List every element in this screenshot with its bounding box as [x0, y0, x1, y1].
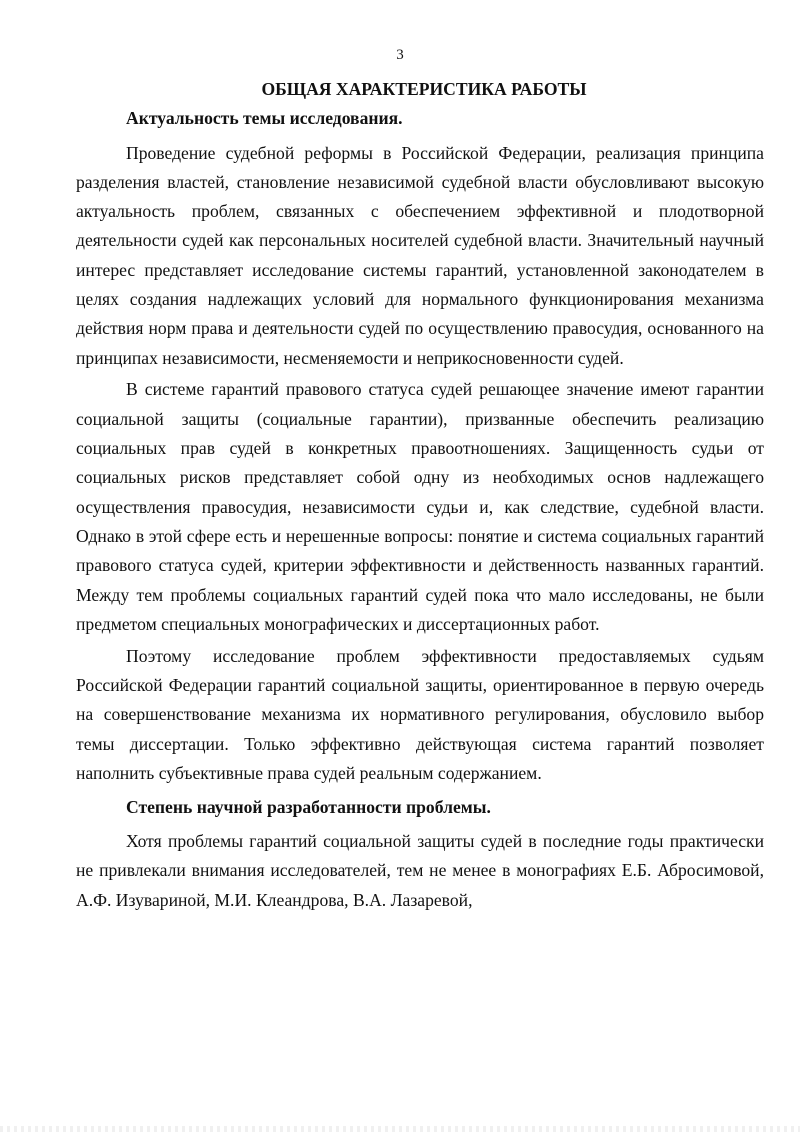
paragraph: В системе гарантий правового статуса судей решающее значение имеют гарантии социальной защиты (социальные гарантии), призванные обеспечить реализацию социальных прав судей в конкретных правоотношениях. Защищенность судьи от социальных рисков представляет собой одну из необходимых основ надлежащего осуществления правосудия, независимости судьи и, как следствие, судебной власти. Однако в этой сфере есть и нерешенные вопросы: понятие и система социальных гарантий правового статуса судей, критерии эффективности и действенность названных гарантий. Между тем проблемы социальных гарантий судей пока что мало исследованы, не были предметом специальных монографических и диссертационных работ. — [76, 379, 764, 634]
section-heading-elaboration: Степень научной разработанности проблемы. — [126, 796, 491, 817]
scan-edge-artifact — [0, 1126, 800, 1132]
paragraph: Проведение судебной реформы в Российской Федерации, реализация принципа разделения властей, становление независимой судебной власти обусловливают высокую актуальность проблем, связанных с обеспечением эффективной и плодотворной деятельности судей как персональных носителей судебной власти. Значительный научный интерес представляет исследование системы гарантий, установленной законодателем в целях создания надлежащих условий для нормального функционирования механизма действия норм права и деятельности судей по осуществлению правосудия, основанного на принципах независимости, несменяемости и неприкосновенности судей. — [76, 142, 764, 368]
page-content — [76, 75, 764, 917]
document-title: ОБЩАЯ ХАРАКТЕРИСТИКА РАБОТЫ — [261, 79, 587, 99]
page-number: 3 — [396, 47, 404, 63]
paragraph: Хотя проблемы гарантий социальной защиты судей в последние годы практически не привлекали внимания исследователей, тем не менее в монографиях Е.Б. Абросимовой, А.Ф. Изувариной, М.И. Клеандрова, В.А. Лазаревой, — [76, 830, 764, 910]
section-heading-relevance: Актуальность темы исследования. — [126, 108, 403, 129]
paragraph: Поэтому исследование проблем эффективности предоставляемых судьям Российской Федерации гарантий социальной защиты, ориентированное в первую очередь на совершенствование механизма их нормативного регулирования, обусловило выбор темы диссертации. Только эффективно действующая система гарантий позволяет наполнить субъективные права судей реальным содержанием. — [76, 645, 764, 783]
